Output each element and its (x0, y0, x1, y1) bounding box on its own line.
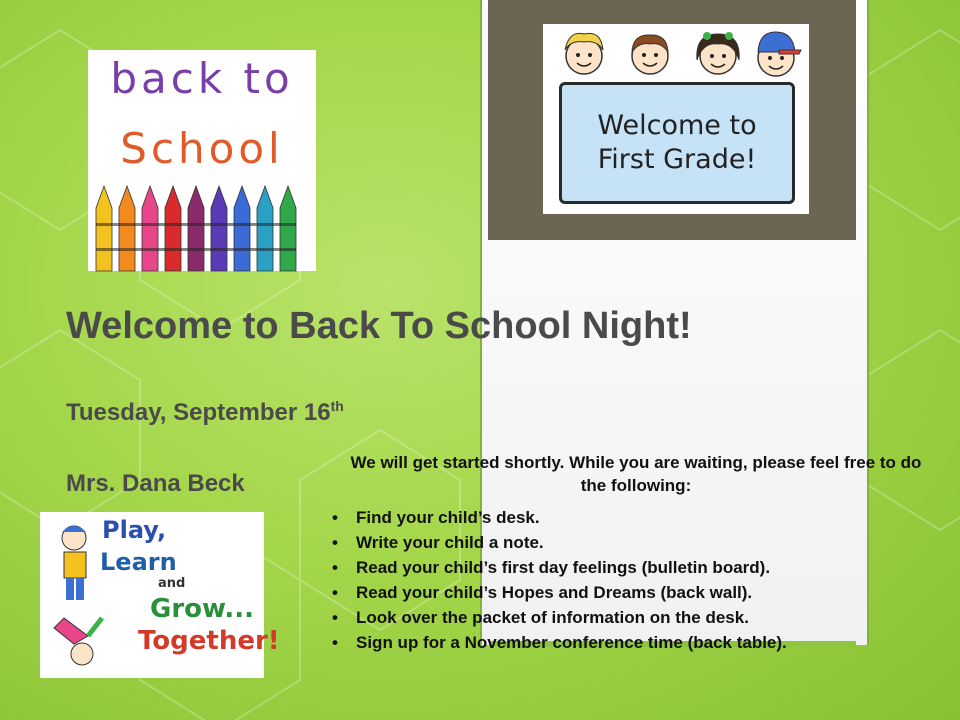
kid-face-icon (749, 26, 803, 80)
task-list (330, 507, 950, 657)
sign-line-2: First Grade! (597, 144, 757, 175)
kid-face-icon (691, 26, 745, 80)
list-item: • Write your child a note. (330, 532, 950, 555)
list-item: • Read your child’s first day feelings (bulletin board). (330, 557, 950, 580)
play-text: Play, (102, 516, 167, 544)
kids-playing-icon (44, 518, 108, 674)
welcome-sign-board (559, 82, 795, 204)
play-learn-grow-image (40, 512, 280, 678)
grow-text: Grow... (150, 594, 255, 624)
list-item: • Read your child’s Hopes and Dreams (back wall). (330, 582, 950, 605)
school-text: School (120, 124, 284, 173)
list-item: • Sign up for a November conference time (back table). (330, 632, 950, 655)
crayons-icon (88, 178, 316, 271)
event-date (66, 398, 344, 427)
back-to-text: back to (110, 54, 294, 103)
teacher-name: Mrs. Dana Beck (66, 470, 245, 497)
welcome-first-grade-image (543, 24, 809, 214)
page-title: Welcome to Back To School Night! (66, 305, 692, 347)
together-text: Together! (138, 626, 280, 656)
date-suffix: th (330, 398, 344, 414)
and-text: and (158, 576, 186, 591)
kid-face-icon (557, 26, 611, 80)
instructions-intro: We will get started shortly. While you are waiting, please feel free to do the following: (350, 453, 922, 495)
date-text: Tuesday, September 16 (66, 399, 331, 426)
sign-line-1: Welcome to (597, 110, 757, 142)
list-item: • Look over the packet of information on the desk. (330, 607, 950, 630)
back-to-school-image (88, 50, 316, 271)
kid-face-icon (623, 26, 677, 80)
learn-text: Learn (100, 548, 177, 576)
list-item: • Find your child’s desk. (330, 507, 950, 530)
